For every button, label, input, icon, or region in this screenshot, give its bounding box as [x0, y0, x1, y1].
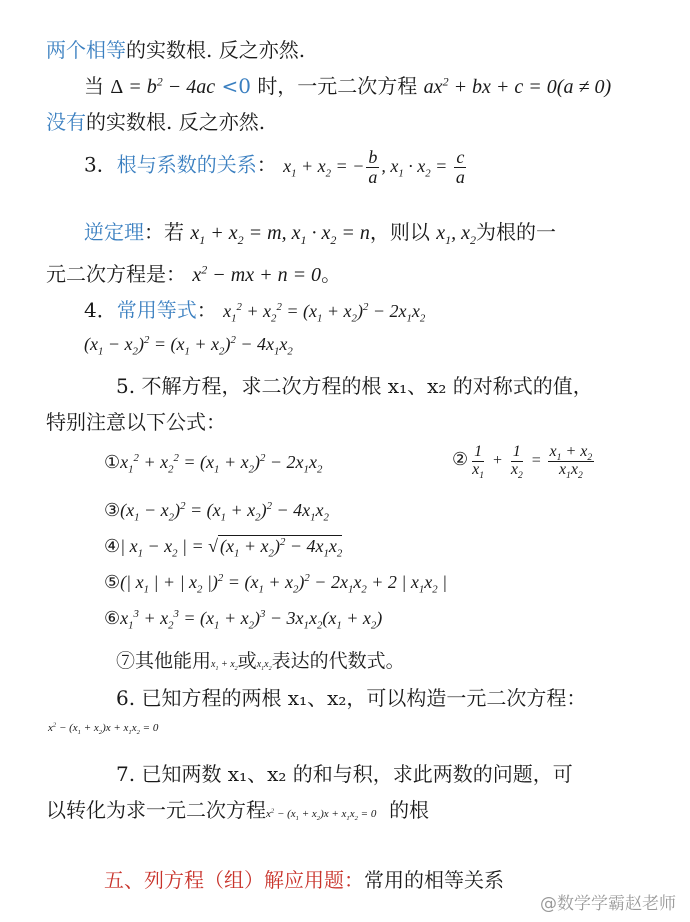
circle-5: ⑤: [104, 572, 121, 593]
line-5-b: ，则以: [369, 220, 430, 244]
line-3-text: 的实数根. 反之亦然.: [86, 110, 266, 134]
formula-2: ② $\frac{1}{x_1}$ + $\frac{1}{x_2}$ = $\frac{x_1 + x_2}{x_1x_2}$: [452, 443, 593, 481]
roots: $x_1$, $x_2$: [436, 222, 476, 247]
line-6: [46, 258, 341, 287]
line-7: [84, 294, 425, 323]
circle-7: ⑦: [116, 650, 136, 672]
formula-7: [116, 646, 405, 673]
circle-3: ③: [104, 500, 121, 521]
line-4: [84, 148, 469, 187]
colon: ：: [256, 152, 277, 177]
line-1: [46, 34, 305, 63]
line-20: 7. 已知两数 x₁、x₂ 的和与积，求此两数的问题，可: [116, 762, 573, 786]
section-five-rest: 常用的相等关系: [364, 868, 504, 892]
line-21-a: 以转化为求一元二次方程: [46, 798, 266, 822]
expr-product: $x_1x_2$: [256, 659, 272, 672]
circle-1: ①: [104, 452, 121, 473]
line-18: 6. 已知方程的两根 x₁、x₂，可以构造一元二次方程：: [116, 686, 587, 710]
watermark: @数学学霸赵老师: [540, 894, 676, 914]
line-6-a: 元二次方程是：: [46, 262, 186, 286]
formula-6: $⑥x_1^3 + x_2^3 = (x_1 + x_2)^3 - 3x_1x_2(x_1 + x_2)$: [104, 608, 383, 632]
identity-sum-squares: $x_1^2 + x_2^2 = (x_1 + x_2)^2 - 2x_1x_2$: [223, 301, 426, 325]
circle-6: ⑥: [104, 608, 121, 629]
heading-common-identities: 常用等式: [116, 298, 197, 322]
highlight-two-equal: 两个相等: [46, 38, 126, 62]
line-1-text: 的实数根. 反之亦然.: [126, 38, 306, 62]
converse-condition: $x_1 + x_2 = m$, $x_1 \cdot x_2 = n$: [190, 222, 370, 247]
formula-7-c: 表达的代数式。: [271, 650, 405, 672]
formula-4: ④| $x_1 - x_2$ | = √ $(x_1 + x_2)^2 - 4x_1x_2$: [104, 536, 343, 560]
formula-7-b: 或: [237, 650, 257, 672]
line-21: [46, 794, 429, 823]
discriminant-formula: $\Delta = b^2 - 4ac$: [110, 74, 216, 98]
item-3-number: 3．: [84, 152, 117, 177]
formula-7-a: 其他能用: [135, 650, 212, 672]
identity-diff-square: $(x_1 - x_2)^2 = (x_1 + x_2)^2 - 4x_1x_2$: [84, 334, 293, 358]
section-five: [104, 864, 504, 893]
expr-sum: $x_1 + x_2$: [211, 659, 238, 672]
line-3: [46, 106, 265, 135]
line-5: [84, 216, 556, 245]
line-9: 5. 不解方程，求二次方程的根 x₁、x₂ 的对称式的值，: [116, 374, 593, 398]
less-than-zero: <0: [221, 74, 251, 98]
line-21-b: 的根: [389, 798, 430, 822]
item-4-number: 4．: [84, 298, 117, 322]
line-2-b: 时，一元二次方程: [257, 74, 418, 98]
line-2: [84, 70, 611, 99]
constructed-quadratic: $x^2 - (x_1 + x_2)x + x_1x_2 = 0$: [48, 721, 159, 737]
colon: ：: [196, 298, 217, 322]
line-2-a: 当: [84, 74, 104, 98]
heading-converse: 逆定理: [84, 220, 144, 244]
section-five-title: 五、列方程（组）解应用题：: [104, 868, 364, 892]
vieta-formula: $x_1 + x_2$ = − $\frac{b}{a}$ , $x_1 \cdot x_2$ = $\frac{c}{a}$: [283, 147, 465, 187]
line-5-c: 为根的一: [475, 220, 556, 244]
sum-product-quadratic: $x^2 - (x_1 + x_2)x + x_1x_2 = 0$: [266, 807, 377, 823]
quadratic-equation: $ax^2$ + bx + c = 0(a ≠ 0): [423, 74, 612, 98]
line-5-a: ：若: [144, 220, 184, 244]
formula-5: ⑤(| $x_1$ | + | $x_2$ $|)^2 = (x_1 + x_2)^2 - 2x_1x_2 + 2$ | $x_1x_2$ |: [104, 572, 448, 596]
heading-vieta: 根与系数的关系: [116, 152, 257, 177]
formula-3: $③(x_1 - x_2)^2 = (x_1 + x_2)^2 - 4x_1x_2$: [104, 500, 329, 524]
formula-1: $①x_1^2 + x_2^2 = (x_1 + x_2)^2 - 2x_1x_2$: [104, 452, 323, 476]
highlight-none: 没有: [46, 110, 86, 134]
constructed-equation: $x^2$ − mx + n = 0: [192, 262, 322, 286]
circle-2: ②: [452, 448, 469, 470]
circle-4: ④: [104, 536, 121, 557]
line-6-b: 。: [321, 262, 342, 286]
line-10: 特别注意以下公式：: [46, 410, 226, 434]
